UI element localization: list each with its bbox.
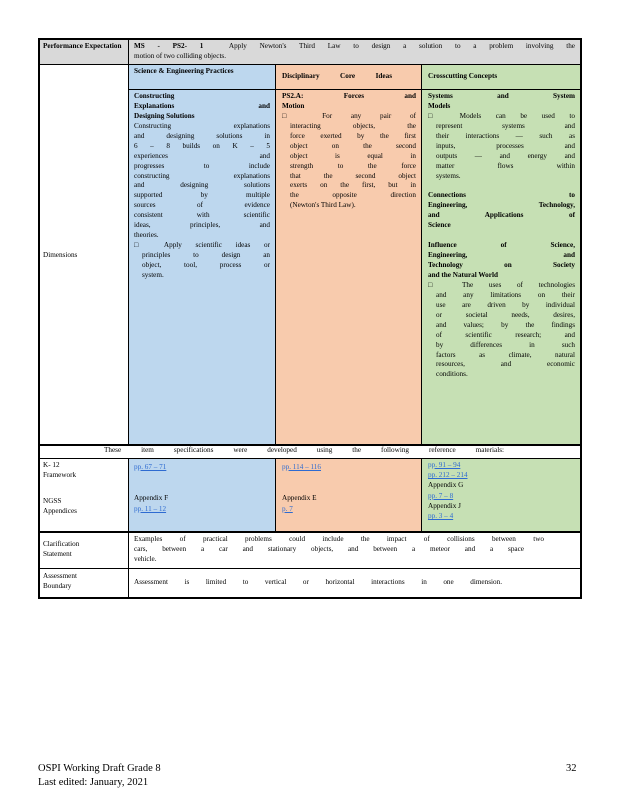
clarification-text-cell	[128, 532, 581, 569]
assessment-label: Assessment Boundary	[43, 572, 77, 590]
ccc-header-cell	[422, 65, 581, 90]
assessment-text-cell	[128, 569, 581, 598]
row-divider	[38, 64, 582, 65]
clarification-line3: vehicle.	[134, 554, 157, 563]
clarification-line1: Examples of practical problems could include the impact of collisions between two	[134, 535, 544, 543]
ccc-appendix-j: Appendix J	[428, 501, 461, 510]
row-divider	[128, 89, 581, 90]
ccc-body-line: systems.	[436, 171, 461, 180]
dci-title-line: PS2.A: Forces and	[282, 92, 416, 100]
footer-edited: Last edited: January, 2021	[38, 777, 149, 788]
pe-code: MS - PS2- 1	[134, 42, 204, 50]
ccc-body-line: by differences in such	[436, 340, 575, 349]
bullet-icon: □	[282, 111, 323, 120]
ccc-header: Crosscutting Concepts	[428, 72, 498, 80]
dimensions-label-cell	[39, 65, 128, 445]
ccc-appendix-j-pages-link[interactable]: pp. 3 – 4	[428, 512, 454, 521]
sep-appendix: Appendix F	[134, 494, 169, 502]
dimensions-label: Dimensions	[43, 251, 78, 259]
bullet-text: Apply scientific ideas or	[163, 241, 270, 250]
ccc-title-line: Engineering, Technology,	[428, 201, 575, 210]
ccc-body-influence	[428, 281, 575, 380]
ccc-title-line: Influence of Science,	[428, 241, 575, 250]
ccc-appendix-g: Appendix G	[428, 481, 464, 490]
ccc-body-line: matter flows within	[436, 161, 575, 170]
row-divider	[38, 568, 582, 569]
ccc-title-line: and the Natural World	[428, 271, 498, 279]
ccc-title-influence	[428, 241, 575, 281]
sep-title-line: Explanations and	[134, 101, 270, 110]
ccc-framework-pages1-link[interactable]: pp. 91 – 94	[428, 461, 461, 469]
bullet-text: Models can be used to	[459, 111, 575, 120]
ccc-references-cell	[422, 459, 581, 532]
dci-appendix: Appendix E	[282, 494, 317, 502]
sep-body-cell	[128, 90, 276, 445]
dci-appendix-pages-link[interactable]: p. 7	[282, 505, 293, 513]
ccc-body-line: resources, and economic	[436, 360, 575, 369]
ccc-body-line	[428, 281, 575, 291]
dci-body-line: object is equal in	[290, 151, 416, 160]
dci-body-line: interacting objects, the	[290, 121, 416, 130]
row-divider	[38, 458, 582, 459]
ccc-body-line: inputs, processes and	[436, 141, 575, 150]
ccc-body-line: their interactions — such as	[436, 131, 575, 140]
k12-framework-label: K- 12 Framework	[43, 461, 77, 479]
sep-body-line: progresses to include	[134, 161, 270, 170]
ccc-body-line: use are driven by individual	[436, 300, 575, 309]
sep-framework-pages-link[interactable]: pp. 67 – 71	[134, 463, 167, 471]
ccc-body-line: or societal needs, desires,	[436, 310, 575, 319]
ccc-body-line: factors as climate, natural	[436, 350, 575, 359]
sep-body-line: theories.	[134, 231, 159, 240]
column-divider	[275, 458, 276, 532]
ccc-body-line: and any limitations on their	[436, 290, 575, 299]
bullet-icon: □	[134, 241, 164, 250]
sep-body-line: 6 – 8 builds on K – 5	[134, 141, 270, 150]
bullet-icon: □	[428, 111, 460, 120]
dci-body-line: force exerted by the first	[290, 131, 416, 140]
sep-header-cell	[128, 65, 276, 90]
sep-body-line: ideas, principles, and	[134, 221, 270, 230]
dci-body	[282, 112, 416, 211]
dci-references-cell	[276, 459, 422, 532]
ccc-body-systems	[428, 112, 575, 182]
table-border-right	[580, 38, 582, 599]
ccc-title-line: Models	[428, 101, 451, 110]
dci-body-line: object on the second	[290, 141, 416, 150]
clarification-line2: cars, between a car and stationary objects, and between a meteor and a space	[134, 544, 524, 553]
table-border-left	[38, 38, 40, 599]
column-divider	[128, 458, 129, 598]
sep-body-line: experiences and	[134, 151, 270, 160]
ccc-body-line	[428, 112, 575, 122]
dci-body-line	[282, 112, 416, 122]
table-border-top	[38, 38, 582, 40]
row-divider	[38, 444, 582, 446]
sep-title-line: Designing Solutions	[134, 111, 195, 120]
pe-label: Performance Expectation	[43, 42, 122, 50]
dci-body-line: exerts on the first, but in	[290, 181, 416, 190]
sep-bullet-line: system.	[142, 270, 164, 279]
ccc-appendix-g-pages-link[interactable]: pp. 7 – 8	[428, 491, 454, 500]
pe-label-cell	[39, 39, 128, 65]
ngss-appendices-label: NGSS Appendices	[43, 497, 77, 515]
ccc-body-line: represent systems and	[436, 121, 575, 130]
sep-title-line: Constructing	[134, 92, 175, 100]
sep-body-line: and designing solutions	[134, 181, 270, 190]
sep-body	[134, 122, 270, 241]
ccc-title-connections	[428, 191, 575, 231]
sep-references-cell	[128, 459, 276, 532]
sep-body-line: sources of evidence	[134, 201, 270, 210]
sep-body-line: Constructing explanations	[134, 121, 270, 130]
bullet-text: The uses of technologies	[461, 280, 575, 289]
sep-body-line: constructing explanations	[134, 171, 270, 180]
pe-text-line2: motion of two colliding objects.	[134, 51, 227, 60]
ccc-body-line: and values; by the findings	[436, 320, 575, 329]
ccc-title-line: and Applications of	[428, 211, 575, 220]
sep-bullet-line	[134, 241, 270, 251]
sep-bullet-line: object, tool, process or	[142, 260, 270, 269]
bullet-icon: □	[428, 280, 462, 289]
column-divider	[421, 458, 422, 532]
sep-body-line: and designing solutions in	[134, 131, 270, 140]
sep-bullet-line: principles to design an	[142, 251, 270, 259]
sep-body-line: consistent with scientific	[134, 211, 270, 220]
dci-title	[282, 92, 416, 112]
column-divider	[275, 64, 276, 445]
ccc-title-line: Systems and System	[428, 92, 575, 100]
ccc-body-line: conditions.	[436, 370, 468, 379]
sep-bullet	[134, 241, 270, 281]
references-intro: These item specifications were developed using the following reference materials:	[104, 446, 504, 454]
column-divider	[128, 38, 129, 445]
row-divider	[38, 531, 582, 533]
sep-title	[134, 92, 270, 122]
ccc-body-cell	[422, 90, 581, 445]
bullet-text: For any pair of	[322, 111, 417, 120]
column-divider	[421, 64, 422, 445]
ccc-title-line: Science	[428, 221, 451, 230]
dci-header-cell	[276, 65, 422, 90]
dci-body-line: the opposite direction	[290, 191, 416, 200]
sep-body-line: supported by multiple	[134, 191, 270, 200]
ccc-title-line: Engineering, and	[428, 251, 575, 260]
clarification-label: Clarification Statement	[43, 540, 80, 558]
references-intro-cell	[39, 445, 581, 459]
dci-body-cell	[276, 90, 422, 445]
sep-header: Science & Engineering Practices	[134, 67, 234, 75]
assessment-text: Assessment is limited to vertical or horizontal interactions in one dimension.	[134, 578, 502, 586]
dci-body-line: (Newton's Third Law).	[290, 201, 356, 210]
pe-text-cell	[128, 39, 581, 65]
ccc-framework-pages2-link[interactable]: pp. 212 – 214	[428, 471, 468, 480]
dci-body-line: that the second object	[290, 171, 416, 180]
pe-text-line1: Apply Newton's Third Law to design a solution to a problem involving the	[228, 42, 576, 50]
ccc-body-line: of scientific research; and	[436, 330, 575, 339]
dci-framework-pages-link[interactable]: pp. 114 – 116	[282, 463, 321, 471]
table-border-bottom	[38, 597, 582, 599]
dci-title-line: Motion	[282, 101, 305, 110]
assessment-label-cell	[39, 569, 128, 598]
ccc-body-line: outputs — and energy and	[436, 151, 575, 160]
references-label-cell	[39, 459, 128, 532]
ccc-title-line: Technology on Society	[428, 261, 575, 270]
footer-draft: OSPI Working Draft Grade 8	[38, 763, 161, 774]
page-number: 32	[566, 763, 577, 774]
sep-appendix-pages-link[interactable]: pp. 11 – 12	[134, 505, 167, 513]
dci-header: Disciplinary Core Ideas	[282, 72, 392, 80]
dci-body-line: strength to the force	[290, 161, 416, 170]
ccc-title-systems	[428, 92, 575, 112]
clarification-label-cell	[39, 532, 128, 569]
ccc-title-line: Connections to	[428, 191, 575, 200]
